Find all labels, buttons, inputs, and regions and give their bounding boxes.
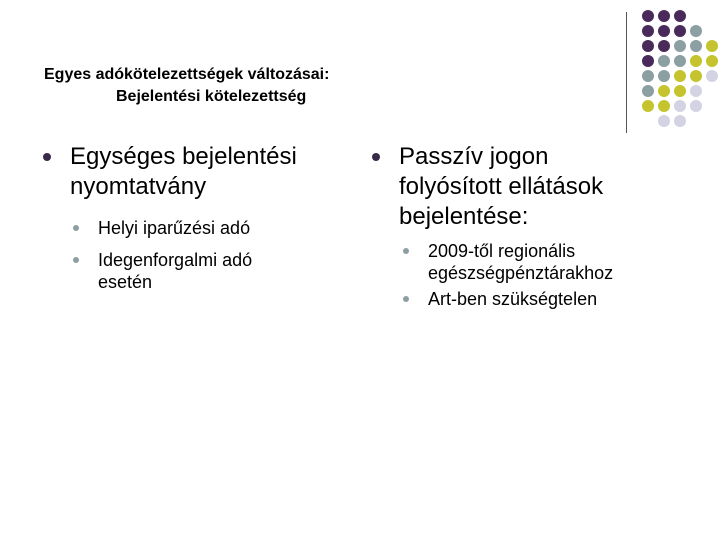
deco-dot [690, 40, 702, 52]
right-heading-item [399, 142, 644, 232]
deco-dot [706, 55, 718, 67]
list-item-text: Helyi iparűzési adó [98, 218, 251, 238]
deco-dot [706, 70, 718, 82]
deco-dot [658, 85, 670, 97]
deco-dot [690, 100, 702, 112]
left-column [70, 142, 350, 293]
divider-line [626, 12, 627, 133]
list-item-text: Art-ben szükségtelen [428, 289, 598, 309]
deco-dot [674, 40, 686, 52]
deco-dot [642, 40, 654, 52]
list-item [428, 240, 658, 284]
deco-dot [674, 70, 686, 82]
deco-dot [642, 70, 654, 82]
deco-dot [642, 85, 654, 97]
left-heading-item [70, 142, 350, 202]
list-item [98, 217, 350, 239]
deco-dot [642, 55, 654, 67]
deco-dot [674, 85, 686, 97]
deco-dot [658, 10, 670, 22]
left-sublist [98, 217, 350, 293]
decorative-dot-grid [642, 10, 718, 122]
deco-dot [674, 100, 686, 112]
deco-dot [642, 100, 654, 112]
deco-dot [674, 25, 686, 37]
list-item-text: 2009-től regionális egészségpénztárakhoz [428, 241, 614, 283]
deco-dot [690, 85, 702, 97]
title-line-2: Bejelentési kötelezettség [116, 88, 307, 105]
sub-bullet-icon [73, 257, 79, 263]
list-item [98, 249, 288, 293]
right-column [399, 142, 659, 310]
deco-dot [690, 55, 702, 67]
deco-dot [658, 40, 670, 52]
title-line-1: Egyes adókötelezettségek változásai: [44, 66, 330, 83]
deco-dot [690, 25, 702, 37]
deco-dot [674, 115, 686, 127]
deco-dot [690, 70, 702, 82]
bullet-icon [43, 153, 51, 161]
right-heading-text: Passzív jogon folyósított ellátások bejelentése: [399, 143, 604, 230]
slide-title [44, 64, 329, 108]
deco-dot [658, 70, 670, 82]
sub-bullet-icon [73, 225, 79, 231]
deco-dot [674, 10, 686, 22]
deco-dot [674, 55, 686, 67]
left-heading-text: Egységes bejelentési nyomtatvány [70, 143, 297, 200]
deco-dot [706, 40, 718, 52]
sub-bullet-icon [403, 296, 409, 302]
deco-dot [658, 100, 670, 112]
deco-dot [642, 10, 654, 22]
right-sublist [428, 240, 659, 310]
deco-dot [658, 55, 670, 67]
deco-dot [658, 25, 670, 37]
deco-dot [658, 115, 670, 127]
list-item [428, 288, 659, 310]
bullet-icon [372, 153, 380, 161]
sub-bullet-icon [403, 248, 409, 254]
list-item-text: Idegenforgalmi adó esetén [98, 250, 253, 292]
deco-dot [642, 25, 654, 37]
